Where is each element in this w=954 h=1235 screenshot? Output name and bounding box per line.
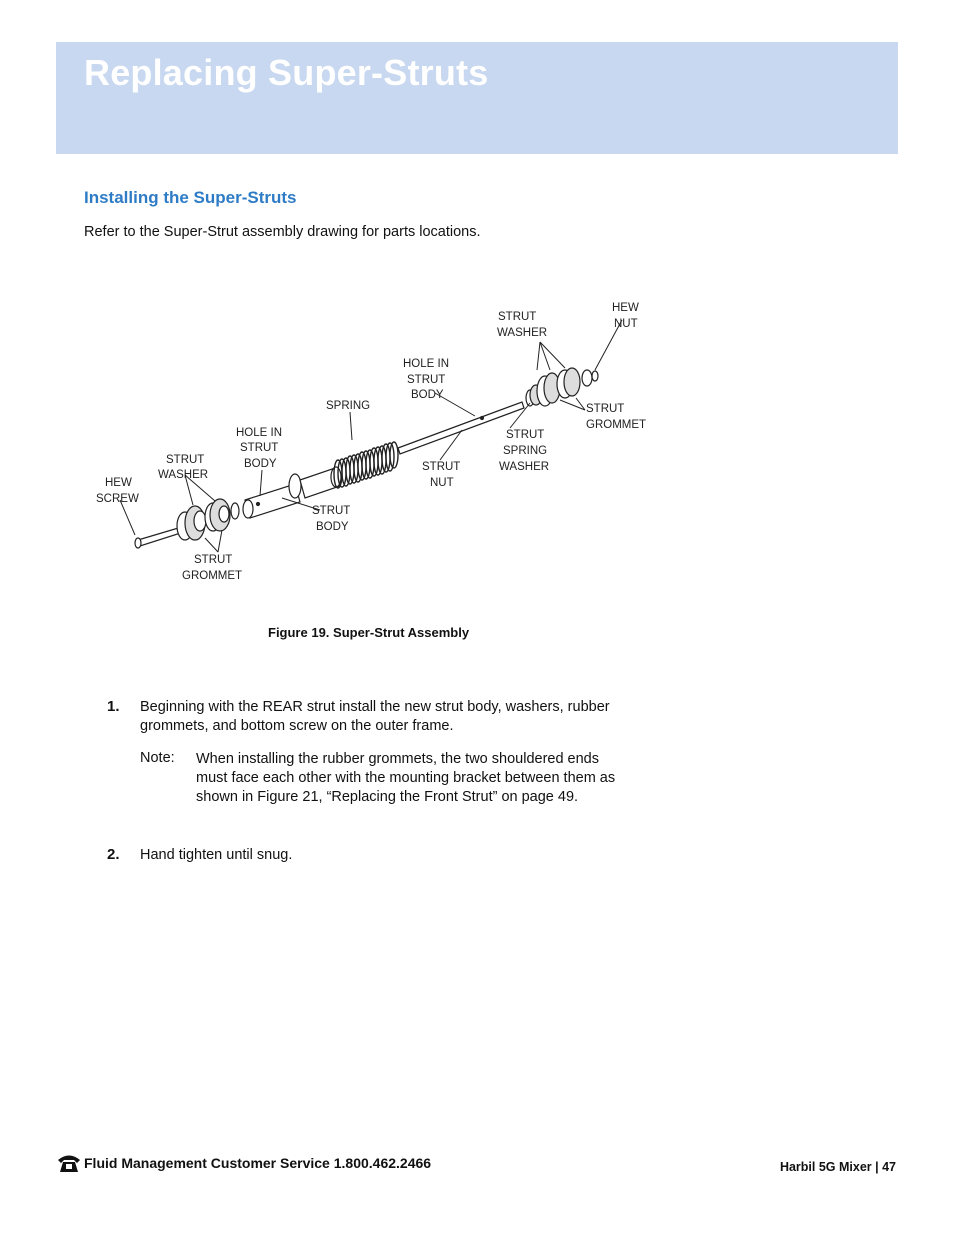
svg-text:HOLE IN: HOLE IN xyxy=(236,427,283,439)
step-number: 1. xyxy=(107,698,120,715)
label-hole-in-strut-body-left xyxy=(236,427,282,470)
step-text: Hand tighten until snug. xyxy=(140,847,293,863)
svg-text:STRUT: STRUT xyxy=(506,429,545,441)
svg-text:STRUT: STRUT xyxy=(407,374,446,386)
svg-text:BODY: BODY xyxy=(244,458,277,470)
footer-customer-service xyxy=(56,1153,431,1176)
svg-text:SPRING: SPRING xyxy=(503,445,548,457)
svg-text:STRUT: STRUT xyxy=(312,505,351,517)
svg-text:BODY: BODY xyxy=(411,389,444,401)
svg-text:WASHER: WASHER xyxy=(158,469,209,481)
label-strut-spring-washer xyxy=(499,429,549,473)
note-label: Note: xyxy=(140,750,175,766)
page-banner xyxy=(56,42,898,154)
svg-text:STRUT: STRUT xyxy=(586,403,625,415)
label-strut-body xyxy=(312,505,350,533)
svg-text:HEW: HEW xyxy=(105,477,132,489)
footer-page-info: Harbil 5G Mixer | 47 xyxy=(779,1160,896,1174)
intro-text: Refer to the Super-Strut assembly drawing for parts locations. xyxy=(84,224,481,240)
label-strut-grommet-left xyxy=(182,554,242,582)
telephone-icon xyxy=(56,1153,82,1176)
page-title: Replacing Super-Struts xyxy=(84,52,489,93)
svg-text:HOLE IN: HOLE IN xyxy=(403,358,450,370)
svg-text:SCREW: SCREW xyxy=(96,493,139,505)
svg-text:STRUT: STRUT xyxy=(240,442,279,454)
svg-text:BODY: BODY xyxy=(316,521,349,533)
label-strut-grommet-right xyxy=(586,403,646,431)
label-strut-nut xyxy=(422,461,460,489)
label-hole-in-strut-body-top xyxy=(403,358,449,401)
svg-text:WASHER: WASHER xyxy=(499,461,550,473)
svg-text:HEW: HEW xyxy=(612,302,639,314)
svg-text:GROMMET: GROMMET xyxy=(586,419,647,431)
label-hew-nut xyxy=(612,302,639,330)
svg-text:NUT: NUT xyxy=(614,318,638,330)
svg-text:STRUT: STRUT xyxy=(498,311,537,323)
label-strut-washer-top xyxy=(497,311,547,339)
section-title: Installing the Super-Struts xyxy=(84,188,297,207)
label-spring xyxy=(326,400,370,412)
step-text: Beginning with the REAR strut install the new strut body, washers, rubber grommets, and bottom screw on the outer frame. xyxy=(140,699,610,734)
step-number: 2. xyxy=(107,846,120,863)
svg-text:STRUT: STRUT xyxy=(166,454,205,466)
svg-text:WASHER: WASHER xyxy=(497,327,548,339)
svg-text:STRUT: STRUT xyxy=(422,461,461,473)
svg-text:SPRING: SPRING xyxy=(326,400,371,412)
svg-text:NUT: NUT xyxy=(430,477,454,489)
note-text: When installing the rubber grommets, the two shouldered ends must face each other with the mounting bracket between them as shown in Figure 21, “Replacing the Front Strut” on page 49. xyxy=(196,751,616,805)
svg-text:GROMMET: GROMMET xyxy=(182,570,243,582)
label-hew-screw xyxy=(96,477,139,505)
svg-text:STRUT: STRUT xyxy=(194,554,233,566)
super-strut-assembly-figure xyxy=(90,290,670,595)
label-strut-washer-left xyxy=(158,454,208,481)
footer-service-text: Fluid Management Customer Service 1.800.462.2466 xyxy=(84,1155,432,1172)
figure-caption: Figure 19. Super-Strut Assembly xyxy=(268,625,470,640)
